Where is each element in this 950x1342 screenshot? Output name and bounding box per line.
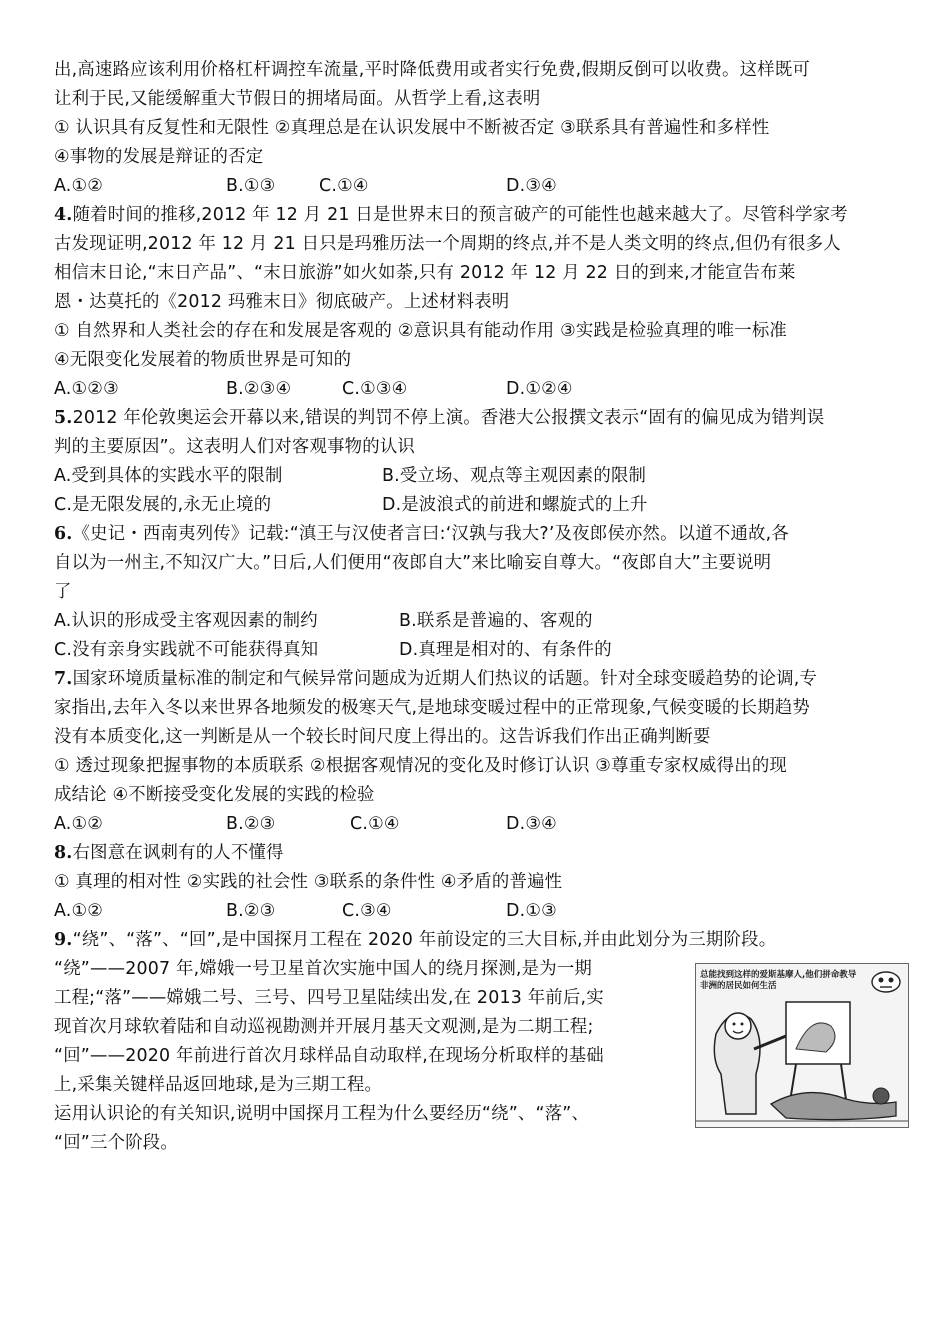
q7-stem-line: 家指出,去年入冬以来世界各地频发的极寒天气,是地球变暖过程中的正常现象,气候变暖的长期趋势	[54, 698, 810, 718]
question-number: 5.	[54, 408, 73, 428]
option-c: C.①④	[319, 176, 369, 196]
q7-choices-line: 成结论 ④不断接受变化发展的实践的检验	[54, 785, 375, 805]
option-a: A.①②	[54, 814, 104, 834]
q3-stem-line: 让利于民,又能缓解重大节假日的拥堵局面。从哲学上看,这表明	[54, 89, 541, 109]
option-b: B.②③④	[226, 379, 292, 399]
option-b: B.受立场、观点等主观因素的限制	[382, 466, 647, 486]
question-number: 6.	[54, 524, 73, 544]
option-b: B.联系是普遍的、客观的	[399, 611, 593, 631]
q9-stem-line: 工程;“落”——嫦娥二号、三号、四号卫星陆续出发,在 2013 年前后,实	[54, 988, 604, 1008]
q4-options	[54, 375, 904, 404]
option-a: A.①②	[54, 901, 104, 921]
q3-options	[54, 172, 904, 201]
q7-choices-line: ① 透过现象把握事物的本质联系 ②根据客观情况的变化及时修订认识 ③尊重专家权威得出的现	[54, 756, 788, 776]
q7-options	[54, 810, 904, 839]
q8-options	[54, 897, 904, 926]
question-number: 8.	[54, 843, 73, 863]
q9-stem-line: “绕”——2007 年,嫦娥一号卫星首次实施中国人的绕月探测,是为一期	[54, 959, 593, 979]
q3-stem-line: 出,高速路应该利用价格杠杆调控车流量,平时降低费用或者实行免费,假期反倒可以收费。这样既可	[54, 60, 810, 80]
q8-stem-line: 8.右图意在讽刺有的人不懂得	[54, 843, 284, 863]
option-b: B.②③	[226, 901, 276, 921]
q5-stem-line: 5.2012 年伦敦奥运会开幕以来,错误的判罚不停上演。香港大公报撰文表示“固有的偏见成为错判误	[54, 408, 825, 428]
option-d: D.真理是相对的、有条件的	[399, 640, 612, 660]
option-b: B.②③	[226, 814, 276, 834]
q6-options	[54, 636, 904, 665]
option-d: D.③④	[506, 814, 557, 834]
option-d: D.①③	[506, 901, 557, 921]
option-c: C.③④	[342, 901, 392, 921]
option-a: A.受到具体的实践水平的限制	[54, 466, 283, 486]
option-b: B.①③	[226, 176, 276, 196]
option-c: C.①④	[350, 814, 400, 834]
question-number: 4.	[54, 205, 73, 225]
option-d: D.③④	[506, 176, 557, 196]
lying-person	[771, 1088, 896, 1120]
q6-stem-line: 自以为一州主,不知汉广大。”日后,人们便用“夜郎自大”来比喻妄自尊大。“夜郎自大”主要说明	[54, 553, 772, 573]
q9-stem-line: 上,采集关键样品返回地球,是为三期工程。	[54, 1075, 383, 1095]
emoticon-face-icon	[872, 972, 900, 992]
q7-stem-line: 没有本质变化,这一判断是从一个较长时间尺度上得出的。这告诉我们作出正确判断要	[54, 727, 711, 747]
q6-options	[54, 607, 904, 636]
question-number: 9.	[54, 930, 73, 950]
q8-choices-line: ① 真理的相对性 ②实践的社会性 ③联系的条件性 ④矛盾的普遍性	[54, 872, 563, 892]
option-a: A.①②	[54, 176, 104, 196]
option-c: C.没有亲身实践就不可能获得真知	[54, 640, 319, 660]
q5-stem-line: 判的主要原因”。这表明人们对客观事物的认识	[54, 437, 416, 457]
q9-prompt-line: 运用认识论的有关知识,说明中国探月工程为什么要经历“绕”、“落”、	[54, 1104, 590, 1124]
question-number: 7.	[54, 669, 73, 689]
q4-choices-line: ④无限变化发展着的物质世界是可知的	[54, 350, 352, 370]
option-a: A.①②③	[54, 379, 119, 399]
q5-options	[54, 491, 904, 520]
q3-choices-line: ① 认识具有反复性和无限性 ②真理总是在认识发展中不断被否定 ③联系具有普遍性和多样性	[54, 118, 770, 138]
q9-stem-line: “回”——2020 年前进行首次月球样品自动取样,在现场分析取样的基础	[54, 1046, 604, 1066]
satire-cartoon	[695, 963, 909, 1128]
q6-stem-line: 了	[54, 582, 72, 602]
q4-stem-line: 相信末日论,“末日产品”、“末日旅游”如火如荼,只有 2012 年 12 月 22 日的到来,才能宣告布莱	[54, 263, 796, 283]
q9-prompt-line: “回”三个阶段。	[54, 1133, 178, 1153]
option-d: D.是波浪式的前进和螺旋式的上升	[382, 495, 648, 515]
q7-stem-line: 7.国家环境质量标准的制定和气候异常问题成为近期人们热议的话题。针对全球变暖趋势的论调,专	[54, 669, 818, 689]
q6-stem-line: 6.《史记・西南夷列传》记载:“滇王与汉使者言曰:‘汉孰与我大?’及夜郎侯亦然。以道不通故,各	[54, 524, 789, 544]
q3-choices-line: ④事物的发展是辩证的否定	[54, 147, 264, 167]
q4-choices-line: ① 自然界和人类社会的存在和发展是客观的 ②意识具有能动作用 ③实践是检验真理的唯一标准	[54, 321, 788, 341]
q9-stem-line: 9.“绕”、“落”、“回”,是中国探月工程在 2020 年前设定的三大目标,并由此划分为三期阶段。	[54, 930, 777, 950]
option-c: C.是无限发展的,永无止境的	[54, 495, 272, 515]
q5-options	[54, 462, 904, 491]
option-a: A.认识的形成受主客观因素的制约	[54, 611, 318, 631]
q4-stem-line: 恩・达莫托的《2012 玛雅末日》彻底破产。上述材料表明	[54, 292, 510, 312]
option-c: C.①③④	[342, 379, 408, 399]
eskimo-figure	[714, 1013, 791, 1114]
q4-stem-line: 古发现证明,2012 年 12 月 21 日只是玛雅历法一个周期的终点,并不是人类文明的终点,但仍有很多人	[54, 234, 841, 254]
q4-stem-line: 4.随着时间的推移,2012 年 12 月 21 日是世界末日的预言破产的可能性也越来越大了。尽管科学家考	[54, 205, 848, 225]
cartoon-caption: 总能找到这样的爱斯基摩人,他们拼命教导非洲的居民如何生活	[700, 970, 857, 991]
option-d: D.①②④	[506, 379, 573, 399]
q9-stem-line: 现首次月球软着陆和自动巡视勘测并开展月基天文观测,是为二期工程;	[54, 1017, 594, 1037]
